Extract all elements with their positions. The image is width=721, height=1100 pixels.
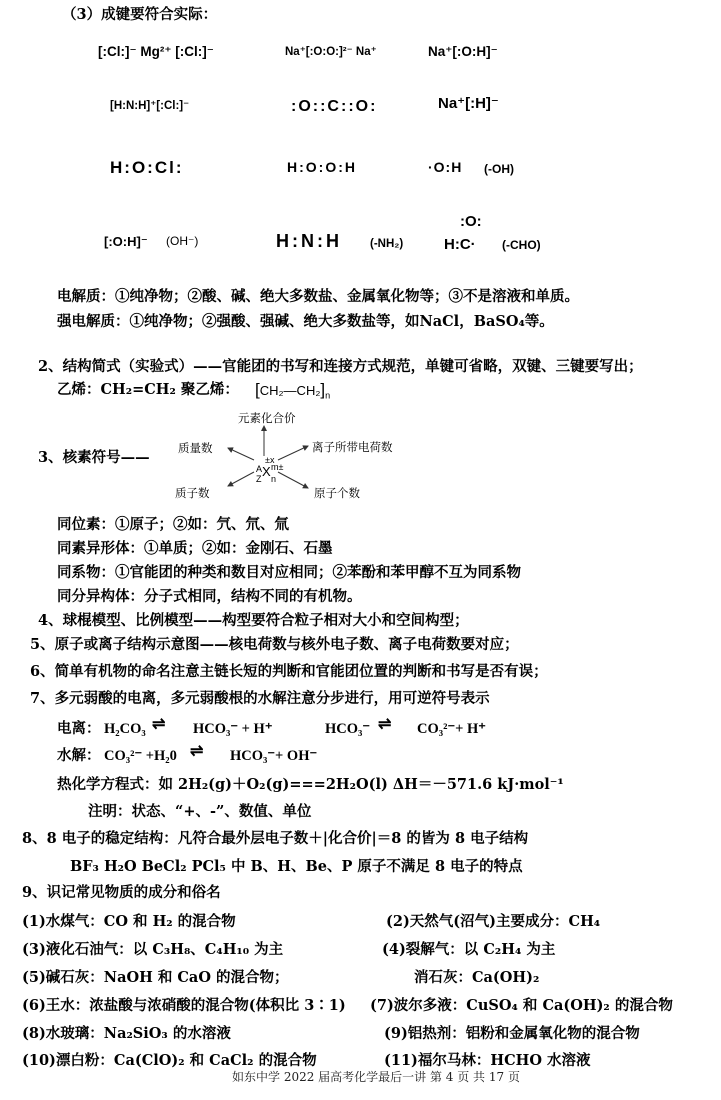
formula-aldehyde-hc: H:C· [444,236,476,253]
section-7: 7、多元弱酸的电离，多元弱酸根的水解注意分步进行，用可逆符号表示 [30,690,490,707]
formula-co2: :O::C::O: [291,98,378,115]
formula-amino: H:N:H [276,231,342,251]
hydrolysis-label: 水解： [57,747,101,764]
nuclide-X: X [262,464,271,479]
reversible-arrow-2: ⇌ [378,716,392,733]
formula-oh-radical: ·O:H [428,159,463,175]
item-11: (11)福尔马林：HCHO 水溶液 [384,1052,591,1069]
section-6: 6、简单有机物的命名注意主链长短的判断和官能团位置的判断和书写是否有误； [30,663,548,680]
section-5: 5、原子或离子结构示意图——核电荷数与核外电子数、离子电荷数要对应； [30,636,519,653]
nuclide-A: A [256,464,263,474]
isomer-line: 同分异构体：分子式相同，结构不同的有机物。 [57,588,362,605]
ionization-label: 电离： [57,720,101,737]
section-8-examples: BF₃ H₂O BeCl₂ PCl₅ 中 B、H、Be、P 原子不满足 8 电子的特点 [70,858,523,875]
item-7: (7)波尔多液：CuSO₄ 和 Ca(OH)₂ 的混合物 [370,997,673,1014]
ion-eq2-right: CO₃²⁻+ H⁺ [417,721,486,737]
bracket-right: ] [320,380,326,399]
formula-nh4cl: [H:N:H]⁺[:Cl:]⁻ [110,100,190,112]
reversible-arrow-3: ⇌ [190,743,204,760]
nuclide-arrows [180,410,440,500]
section-2-ethylene: 乙烯：CH₂=CH₂ 聚乙烯： [57,381,239,398]
homolog-line: 同系物：①官能团的种类和数目对应相同；②苯酚和苯甲醇不互为同系物 [57,564,521,581]
hydrolysis-right: HCO₃⁻+ OH⁻ [230,748,318,764]
nuclide-pm-x: ±x [265,455,275,465]
formula-aldehyde-o: :O: [460,213,482,230]
item-4: (4)裂解气：以 C₂H₄ 为主 [382,941,556,958]
nuclide-m-pm: m± [271,462,284,472]
item-10: (10)漂白粉：Ca(ClO)₂ 和 CaCl₂ 的混合物 [22,1052,317,1069]
item-8: (8)水玻璃：Na₂SiO₃ 的水溶液 [22,1025,231,1042]
formula-h2o2: H:O:O:H [287,159,357,175]
section-8: 8、8 电子的稳定结构：凡符合最外层电子数＋|化合价|＝8 的皆为 8 电子结构 [22,830,529,847]
ion-eq1-right: HCO₃⁻ + H⁺ [193,721,273,737]
hydrolysis-left: CO₃²⁻ +H₂0 [104,748,177,764]
polyethylene-unit: CH₂—CH₂ [259,383,321,398]
formula-nah: Na⁺[:H]⁻ [438,95,499,112]
section-heading-3: （3）成键要符合实际： [62,6,218,23]
section-3-title: 3、核素符号—— [38,449,150,466]
formula-hydroxide: [:O:H]⁻ [104,234,148,249]
formula-hocl: H:O:Cl: [110,158,184,177]
bracket-left: [ [255,380,260,399]
section-2-title: 2、结构简式（实验式）——官能团的书写和连接方式规范，单键可省略，双键、三键要写出； [38,358,643,375]
formula-mgcl2: [:Cl:]⁻ Mg²⁺ [:Cl:]⁻ [98,44,214,59]
tag-hydroxide: (OH⁻) [166,234,199,248]
nuclide-label-proton: 质子数 [175,488,210,500]
thermochem-note: 注明：状态、“+、-”、数值、单位 [88,803,312,820]
item-2: (2)天然气(沼气)主要成分：CH₄ [386,913,601,930]
nuclide-label-ion-charge: 离子所带电荷数 [312,442,393,454]
formula-naoh: Na⁺[:O:H]⁻ [428,44,498,59]
polyethylene-formula [255,380,331,403]
tag-aldehyde: (-CHO) [502,238,541,252]
item-3: (3)液化石油气：以 C₃H₈、C₄H₁₀ 为主 [22,941,284,958]
reversible-arrow-1: ⇌ [152,716,166,733]
page-footer: 如东中学 2022 届高考化学最后一讲 第 4 页 共 17 页 [232,1070,520,1084]
thermochem-equation: 热化学方程式：如 2H₂(g)＋O₂(g)===2H₂O(l) ΔH＝－571.6 kJ·mol⁻¹ [57,776,564,793]
nuclide-label-mass: 质量数 [178,443,213,455]
electrolyte-line-1: 电解质：①纯净物；②酸、碱、绝大多数盐、金属氧化物等；③不是溶液和单质。 [57,288,579,305]
tag-oh-radical: (-OH) [484,162,514,176]
polyethylene-n: n [325,390,331,401]
formula-na2o2: Na⁺[:O:O:]²⁻ Na⁺ [285,46,377,58]
isotope-line: 同位素：①原子；②如：氕、氘、氚 [57,516,289,533]
nuclide-label-atom-count: 原子个数 [314,488,360,500]
electrolyte-line-2: 强电解质：①纯净物；②强酸、强碱、绝大多数盐等，如NaCl，BaSO₄等。 [57,313,554,330]
nuclide-Z: Z [256,474,262,484]
item-9: (9)铝热剂：铝粉和金属氧化物的混合物 [384,1025,640,1042]
nuclide-n: n [271,474,277,484]
section-4: 4、球棍模型、比例模型——构型要符合粒子相对大小和空间构型； [38,612,469,629]
item-1: (1)水煤气：CO 和 H₂ 的混合物 [22,913,236,930]
tag-amino: (-NH₂) [370,238,404,250]
item-6: (6)王水：浓盐酸与浓硝酸的混合物(体积比 3∶1) [22,997,346,1014]
allotrope-line: 同素异形体：①单质；②如：金刚石、石墨 [57,540,333,557]
ion-eq2-left: HCO₃⁻ [325,721,371,737]
section-9: 9、识记常见物质的成分和俗名 [22,884,221,901]
nuclide-label-valence: 元素化合价 [238,413,296,425]
item-5-slaked-lime: 消石灰：Ca(OH)₂ [414,969,540,986]
item-5: (5)碱石灰：NaOH 和 CaO 的混合物； [22,969,289,986]
ion-eq1-left: H₂CO₃ [104,721,146,737]
